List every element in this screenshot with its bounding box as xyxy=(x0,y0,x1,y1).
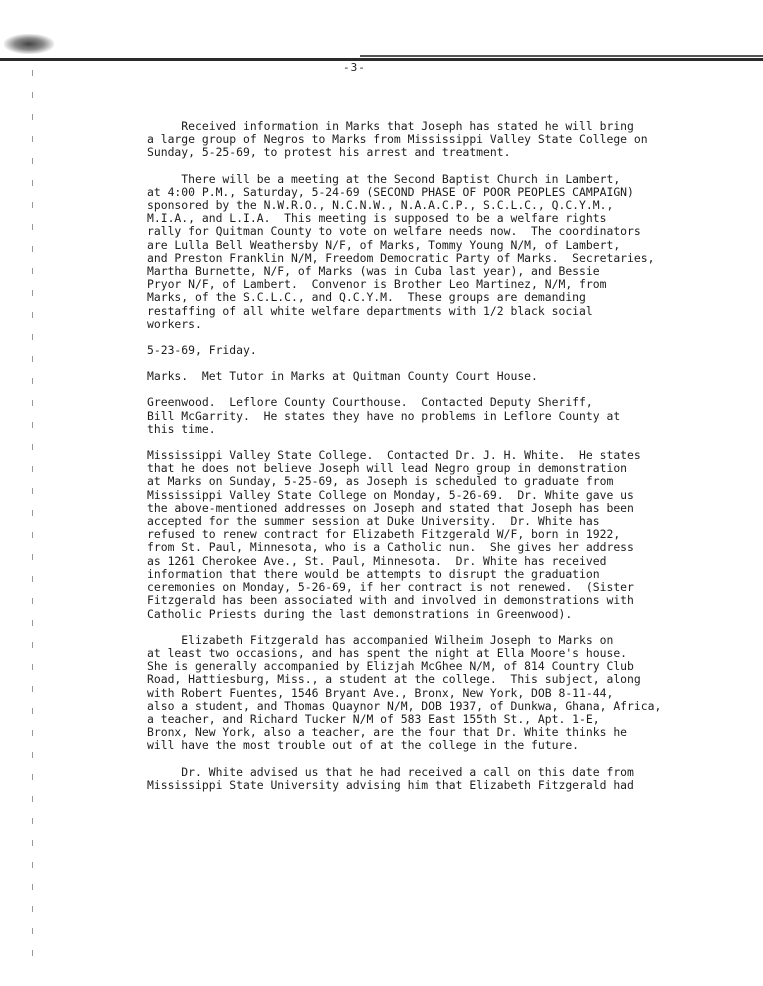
text-line: Received information in Marks that Joseph has stated he will bring xyxy=(147,119,634,133)
text-line: Mississippi Valley State College on Monday, 5-26-69. Dr. White gave us xyxy=(147,487,634,502)
text-line: information that there would be attempts to disrupt the graduation xyxy=(147,566,600,581)
text-line: at Marks on Sunday, 5-25-69, as Joseph is scheduled to graduate from xyxy=(147,474,614,489)
text-line: Martha Burnette, N/F, of Marks (was in Cuba last year), and Bessie xyxy=(147,264,600,279)
text-line: workers. xyxy=(147,316,202,331)
text-line: Bronx, New York, also a teacher, are the four that Dr. White thinks he xyxy=(147,725,628,740)
paragraph-gap xyxy=(147,160,647,173)
text-line: refused to renew contract for Elizabeth Fitzgerald W/F, born in 1922, xyxy=(147,527,621,542)
text-line: 5-23-69, Friday. xyxy=(147,343,257,358)
text-line: Pryor N/F, of Lambert. Convenor is Brother Leo Martinez, N/M, from xyxy=(147,277,607,292)
text-line: Road, Hattiesburg, Miss., a student at the college. This subject, along xyxy=(147,672,641,687)
text-line: at least two occasions, and has spent the night at Ella Moore's house. xyxy=(147,645,628,660)
text-line: Sunday, 5-25-69, to protest his arrest and treatment. xyxy=(147,145,511,160)
text-line: Marks. Met Tutor in Marks at Quitman County Court House. xyxy=(147,369,538,384)
text-line: Marks, of the S.C.L.C., and Q.C.Y.M. These groups are demanding xyxy=(147,290,586,305)
document-body xyxy=(147,119,662,792)
text-line: Dr. White advised us that he had received a call on this date from xyxy=(147,764,634,779)
text-line: Elizabeth Fitzgerald has accompanied Wilheim Joseph to Marks on xyxy=(147,632,614,647)
paragraph-gap xyxy=(147,753,647,766)
text-line: from St. Paul, Minnesota, who is a Catholic nun. She gives her address xyxy=(147,540,634,555)
text-line: the above-mentioned addresses on Joseph and stated that Joseph has been xyxy=(147,500,634,515)
page-number: -3- xyxy=(343,61,366,74)
text-line: accepted for the summer session at Duke University. Dr. White has xyxy=(147,514,600,529)
top-rule-upper xyxy=(360,55,763,57)
text-line: with Robert Fuentes, 1546 Bryant Ave., Bronx, New York, DOB 8-11-44, xyxy=(147,685,614,700)
text-line: Catholic Priests during the last demonstrations in Greenwood). xyxy=(147,606,573,621)
text-line: at 4:00 P.M., Saturday, 5-24-69 (SECOND PHASE OF POOR PEOPLES CAMPAIGN) xyxy=(147,184,634,199)
text-line: a teacher, and Richard Tucker N/M of 583 East 155th St., Apt. 1-E, xyxy=(147,711,600,726)
text-line: Bill McGarrity. He states they have no problems in Leflore County at xyxy=(147,408,621,423)
text-line: Mississippi Valley State College. Contacted Dr. J. H. White. He states xyxy=(147,448,641,463)
text-line: will have the most trouble out of at the college in the future. xyxy=(147,738,580,753)
text-line: that he does not believe Joseph will lead Negro group in demonstration xyxy=(147,461,628,476)
text-line: Greenwood. Leflore County Courthouse. Contacted Deputy Sheriff, xyxy=(147,395,593,410)
scan-smudge xyxy=(4,34,54,54)
text-line: restaffing of all white welfare departments with 1/2 black social xyxy=(147,303,593,318)
text-line: Fitzgerald has been associated with and involved in demonstrations with xyxy=(147,593,634,608)
text-line: also a student, and Thomas Quaynor N/M, DOB 1937, of Dunkwa, Ghana, Africa, xyxy=(147,698,662,713)
paragraph-gap xyxy=(147,621,647,634)
text-line: and Preston Franklin N/M, Freedom Democratic Party of Marks. Secretaries, xyxy=(147,250,655,265)
text-line: Mississippi State University advising him that Elizabeth Fitzgerald had xyxy=(147,777,634,792)
text-line: M.I.A., and L.I.A. This meeting is supposed to be a welfare rights xyxy=(147,211,607,226)
text-line: ceremonies on Monday, 5-26-69, if her contract is not renewed. (Sister xyxy=(147,580,634,595)
text-line: rally for Quitman County to vote on welfare needs now. The coordinators xyxy=(147,224,641,239)
text-line: There will be a meeting at the Second Baptist Church in Lambert, xyxy=(147,171,621,186)
text-line: are Lulla Bell Weathersby N/F, of Marks, Tommy Young N/M, of Lambert, xyxy=(147,237,621,252)
text-line: She is generally accompanied by Elizjah McGhee N/M, of 814 Country Club xyxy=(147,659,634,674)
text-line: sponsored by the N.W.R.O., N.C.N.W., N.A.A.C.P., S.C.L.C., Q.C.Y.M., xyxy=(147,198,614,213)
left-margin-marks xyxy=(32,70,33,970)
text-line: as 1261 Cherokee Ave., St. Paul, Minnesota. Dr. White has received xyxy=(147,553,607,568)
text-line: this time. xyxy=(147,421,216,436)
top-rule xyxy=(0,58,763,61)
text-line: a large group of Negros to Marks from Mississippi Valley State College on xyxy=(147,132,648,147)
